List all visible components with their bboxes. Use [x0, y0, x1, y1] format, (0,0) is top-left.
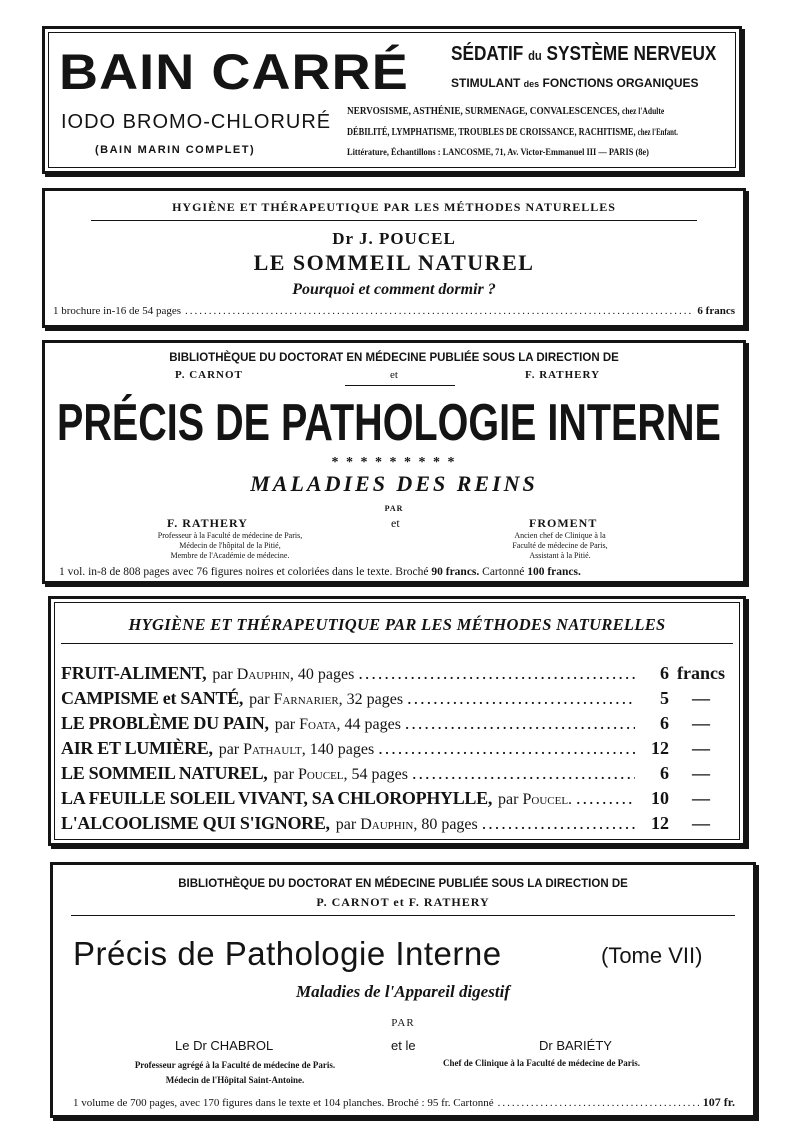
author-and: et le	[391, 1038, 416, 1053]
book-format-line: 1 volume de 700 pages, avec 170 figures dans le texte et 104 planches. Broché : 95 fr. Cartonné ..... 107 fr.	[73, 1095, 735, 1110]
author-2: FROMENT	[529, 516, 598, 530]
indications-child: DÉBILITÉ, LYMPHATISME, TROUBLES DE CROISSANCE, RACHITISME, chez l'Enfant.	[347, 126, 678, 138]
director-and: et	[390, 369, 398, 381]
list-item: L'ALCOOLISME QUI S'IGNORE, par Dauphin , 80 pages ..... 12 —	[61, 813, 733, 837]
series-heading: HYGIÈNE ET THÉRAPEUTIQUE PAR LES MÉTHODES NATURELLES	[128, 615, 666, 634]
author-2: Dr BARIÉTY	[539, 1038, 612, 1053]
short-divider	[345, 385, 455, 386]
list-item: FRUIT-ALIMENT, par Dauphin , 40 pages ..... 6 francs	[61, 663, 733, 687]
divider	[61, 643, 733, 644]
book-title: Précis de Pathologie Interne	[73, 935, 502, 972]
precis-reins-ad	[42, 340, 746, 584]
author-1-credentials: Professeur agrégé à la Faculté de médecine de Paris. Médecin de l'Hôpital Saint-Antoine.	[134, 1060, 336, 1085]
claim-sedatif: SÉDATIF du SYSTÈME NERVEUX	[451, 43, 717, 65]
by-label: PAR	[384, 504, 404, 513]
collection-heading: BIBLIOTHÈQUE DU DOCTORAT EN MÉDECINE PUBLIÉE SOUS LA DIRECTION DE	[169, 352, 619, 364]
book-format: 1 brochure in-16 de 54 pages	[53, 305, 181, 317]
collection-heading: BIBLIOTHÈQUE DU DOCTORAT EN MÉDECINE PUBLIÉE SOUS LA DIRECTION DE	[178, 878, 628, 890]
author-1: F. RATHERY	[167, 516, 248, 530]
claim-stimulant: STIMULANT des FONCTIONS ORGANIQUES	[451, 76, 699, 90]
bain-carre-ad	[42, 26, 742, 174]
book-list-ad	[48, 596, 746, 846]
author-2-credentials: Ancien chef de Clinique à la Faculté de médecine de Paris, Assistant à la Pitié.	[512, 531, 608, 560]
directors: P. CARNOT et F. RATHERY	[316, 895, 490, 909]
author-2-credentials: Chef de Clinique à la Faculté de médecine de Paris.	[443, 1058, 640, 1068]
list-item: CAMPISME et SANTÉ, par Farnarier , 32 pages ..... 5 —	[61, 688, 733, 712]
supplier-address: Littérature, Échantillons : LANCOSME, 71, Av. Victor-Emmanuel III — PARIS (8e)	[347, 147, 649, 157]
sommeil-naturel-ad	[42, 188, 746, 328]
author-1-credentials: Professeur à la Faculté de médecine de Paris, Médecin de l'hôpital de la Pitié, Membre de l'Académie de médecine.	[157, 531, 303, 560]
indications-adult: NERVOSISME, ASTHÉNIE, SURMENAGE, CONVALESCENCES, chez l'Adulte	[347, 105, 665, 117]
product-subtitle: IODO BROMO-CHLORURÉ	[61, 111, 332, 133]
book-title: PRÉCIS DE PATHOLOGIE INTERNE	[57, 394, 721, 452]
stars-ornament: * * * * * * * * *	[331, 455, 457, 470]
author-1: Le Dr CHABROL	[175, 1038, 274, 1053]
book-subtitle: MALADIES DES REINS	[250, 471, 538, 496]
list-item: LE SOMMEIL NATUREL, par Poucel , 54 pages ..... 6 —	[61, 763, 733, 787]
book-format-line: 1 vol. in-8 de 808 pages avec 76 figures noires et coloriées dans le texte. Broché 90 francs. Cartonné 100 francs.	[59, 566, 581, 578]
list-item: LE PROBLÈME DU PAIN, par Foata , 44 pages ..... 6 —	[61, 713, 733, 737]
author-and: et	[391, 516, 400, 530]
director-2: F. RATHERY	[525, 369, 601, 381]
director-1: P. CARNOT	[175, 369, 243, 381]
divider	[71, 915, 735, 916]
product-note: (BAIN MARIN COMPLET)	[95, 144, 256, 156]
precis-tome-vii-ad	[50, 862, 756, 1118]
book-subtitle: Pourquoi et comment dormir ?	[292, 281, 496, 298]
book-title: LE SOMMEIL NATUREL	[253, 250, 535, 275]
book-author: Dr J. POUCEL	[332, 229, 456, 248]
book-subtitle: Maladies de l'Appareil digestif	[296, 982, 510, 1001]
leader-dots	[185, 305, 693, 317]
book-price: 6 francs	[697, 305, 735, 317]
divider	[91, 220, 697, 221]
brand-name: BAIN CARRÉ	[59, 44, 409, 100]
list-item: AIR ET LUMIÈRE, par Pathault , 140 pages ..... 12 —	[61, 738, 733, 762]
tome-label: (Tome VII)	[601, 943, 703, 968]
list-item: LA FEUILLE SOLEIL VIVANT, SA CHLOROPHYLLE, par Poucel . ..... 10 —	[61, 788, 733, 812]
book-format-line	[53, 305, 735, 317]
by-label: PAR	[391, 1017, 415, 1029]
series-heading: HYGIÈNE ET THÉRAPEUTIQUE PAR LES MÉTHODES NATURELLES	[172, 200, 616, 214]
